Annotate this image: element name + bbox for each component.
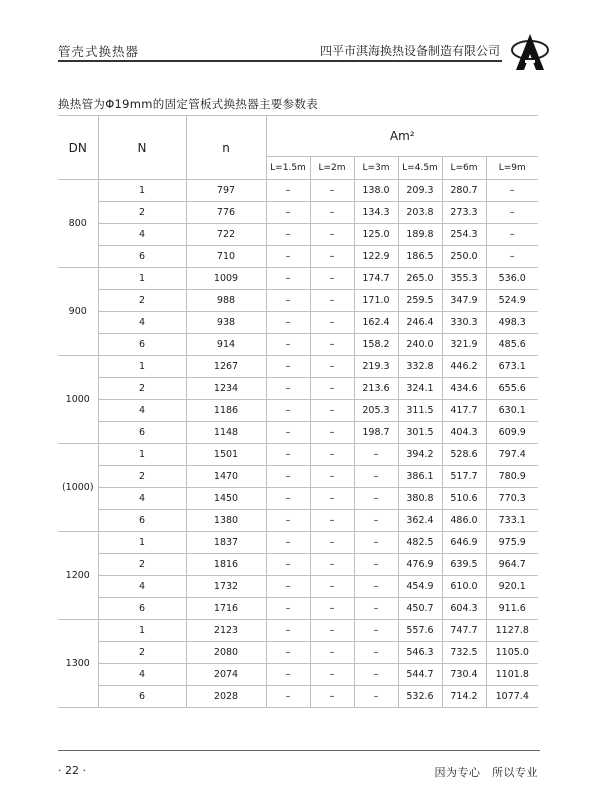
area-cell: 536.0	[486, 268, 538, 290]
table-row	[58, 642, 538, 664]
area-cell: 213.6	[354, 378, 398, 400]
area-cell: 347.9	[442, 290, 486, 312]
area-cell: 158.2	[354, 334, 398, 356]
area-cell: –	[354, 576, 398, 598]
area-cell: –	[310, 466, 354, 488]
area-cell: –	[266, 422, 310, 444]
area-cell: 486.0	[442, 510, 486, 532]
area-cell: 1127.8	[486, 620, 538, 642]
area-cell: 394.2	[398, 444, 442, 466]
dn-cell: 900	[58, 268, 98, 356]
area-cell: –	[266, 400, 310, 422]
area-cell: –	[266, 686, 310, 708]
area-cell: 203.8	[398, 202, 442, 224]
passes-cell: 6	[98, 422, 186, 444]
column-header-dn: DN	[58, 116, 98, 180]
area-cell: 219.3	[354, 356, 398, 378]
area-cell: –	[266, 312, 310, 334]
passes-cell: 4	[98, 312, 186, 334]
area-cell: –	[266, 180, 310, 202]
table-row	[58, 224, 538, 246]
area-cell: –	[266, 334, 310, 356]
table-row	[58, 620, 538, 642]
area-cell: 311.5	[398, 400, 442, 422]
company-logo-icon	[510, 30, 550, 74]
column-header-length: L=2m	[310, 157, 354, 180]
passes-cell: 1	[98, 620, 186, 642]
footer-slogan: 因为专心 所以专业	[434, 766, 538, 779]
area-cell: –	[266, 554, 310, 576]
area-cell: 911.6	[486, 598, 538, 620]
column-header-passes: N	[98, 116, 186, 180]
column-header-area: Am²	[266, 116, 538, 157]
area-cell: 609.9	[486, 422, 538, 444]
area-cell: –	[310, 246, 354, 268]
table-row	[58, 400, 538, 422]
tubes-cell: 2123	[186, 620, 266, 642]
tubes-cell: 1380	[186, 510, 266, 532]
tubes-cell: 1267	[186, 356, 266, 378]
area-cell: 498.3	[486, 312, 538, 334]
area-cell: 964.7	[486, 554, 538, 576]
area-cell: 639.5	[442, 554, 486, 576]
area-cell: 162.4	[354, 312, 398, 334]
area-cell: 770.3	[486, 488, 538, 510]
tubes-cell: 1837	[186, 532, 266, 554]
passes-cell: 4	[98, 400, 186, 422]
area-cell: –	[310, 598, 354, 620]
area-cell: 362.4	[398, 510, 442, 532]
area-cell: –	[266, 664, 310, 686]
table-row	[58, 246, 538, 268]
area-cell: 1101.8	[486, 664, 538, 686]
area-cell: –	[310, 422, 354, 444]
section-title: 管壳式换热器	[58, 44, 140, 59]
area-cell: 482.5	[398, 532, 442, 554]
tubes-cell: 2028	[186, 686, 266, 708]
area-cell: –	[310, 290, 354, 312]
area-cell: –	[310, 642, 354, 664]
area-cell: 446.2	[442, 356, 486, 378]
area-cell: 524.9	[486, 290, 538, 312]
parameter-table	[58, 115, 538, 708]
area-cell: –	[486, 202, 538, 224]
area-cell: –	[486, 224, 538, 246]
tubes-cell: 797	[186, 180, 266, 202]
tubes-cell: 988	[186, 290, 266, 312]
table-row	[58, 422, 538, 444]
column-header-tubes: n	[186, 116, 266, 180]
area-cell: 189.8	[398, 224, 442, 246]
table-row	[58, 686, 538, 708]
area-cell: –	[310, 664, 354, 686]
area-cell: –	[266, 444, 310, 466]
tubes-cell: 1470	[186, 466, 266, 488]
area-cell: –	[310, 202, 354, 224]
area-cell: –	[266, 576, 310, 598]
area-cell: 138.0	[354, 180, 398, 202]
area-cell: 610.0	[442, 576, 486, 598]
area-cell: 797.4	[486, 444, 538, 466]
table-row	[58, 466, 538, 488]
area-cell: –	[354, 620, 398, 642]
area-cell: 198.7	[354, 422, 398, 444]
table-row	[58, 664, 538, 686]
area-cell: –	[266, 202, 310, 224]
tubes-cell: 776	[186, 202, 266, 224]
area-cell: 134.3	[354, 202, 398, 224]
table-row	[58, 510, 538, 532]
area-cell: –	[310, 356, 354, 378]
area-cell: 246.4	[398, 312, 442, 334]
area-cell: 209.3	[398, 180, 442, 202]
table-row	[58, 202, 538, 224]
tubes-cell: 1816	[186, 554, 266, 576]
table-title: 换热管为Φ19mm的固定管板式换热器主要参数表	[58, 97, 318, 111]
area-cell: –	[310, 554, 354, 576]
parameter-table-container	[58, 115, 538, 708]
area-cell: –	[310, 180, 354, 202]
table-row	[58, 356, 538, 378]
table-row	[58, 598, 538, 620]
area-cell: –	[266, 224, 310, 246]
area-cell: 733.1	[486, 510, 538, 532]
area-cell: 186.5	[398, 246, 442, 268]
passes-cell: 2	[98, 378, 186, 400]
area-cell: –	[354, 444, 398, 466]
column-header-length: L=9m	[486, 157, 538, 180]
area-cell: 557.6	[398, 620, 442, 642]
page-number: · 22 ·	[58, 764, 86, 777]
area-cell: –	[354, 686, 398, 708]
header-divider	[58, 60, 502, 62]
column-header-length: L=4.5m	[398, 157, 442, 180]
area-cell: –	[266, 510, 310, 532]
passes-cell: 1	[98, 356, 186, 378]
area-cell: 273.3	[442, 202, 486, 224]
area-cell: 171.0	[354, 290, 398, 312]
area-cell: 301.5	[398, 422, 442, 444]
passes-cell: 6	[98, 246, 186, 268]
area-cell: –	[266, 598, 310, 620]
passes-cell: 4	[98, 224, 186, 246]
area-cell: –	[354, 664, 398, 686]
dn-cell: 1000	[58, 356, 98, 444]
area-cell: –	[354, 510, 398, 532]
area-cell: 730.4	[442, 664, 486, 686]
passes-cell: 2	[98, 202, 186, 224]
area-cell: 240.0	[398, 334, 442, 356]
tubes-cell: 1009	[186, 268, 266, 290]
column-header-length: L=6m	[442, 157, 486, 180]
passes-cell: 2	[98, 642, 186, 664]
area-cell: 332.8	[398, 356, 442, 378]
company-name: 四平市淇海换热设备制造有限公司	[319, 44, 500, 58]
area-cell: 380.8	[398, 488, 442, 510]
area-cell: 510.6	[442, 488, 486, 510]
area-cell: 528.6	[442, 444, 486, 466]
area-cell: 404.3	[442, 422, 486, 444]
tubes-cell: 1501	[186, 444, 266, 466]
tubes-cell: 1732	[186, 576, 266, 598]
footer-divider	[58, 750, 540, 751]
area-cell: –	[266, 268, 310, 290]
area-cell: 780.9	[486, 466, 538, 488]
table-body	[58, 180, 538, 708]
area-cell: 630.1	[486, 400, 538, 422]
tubes-cell: 1148	[186, 422, 266, 444]
area-cell: 732.5	[442, 642, 486, 664]
tubes-cell: 1716	[186, 598, 266, 620]
area-cell: 655.6	[486, 378, 538, 400]
area-cell: 280.7	[442, 180, 486, 202]
area-cell: –	[310, 532, 354, 554]
area-cell: 544.7	[398, 664, 442, 686]
table-row	[58, 378, 538, 400]
area-cell: –	[310, 686, 354, 708]
area-cell: –	[266, 532, 310, 554]
area-cell: –	[310, 510, 354, 532]
area-cell: –	[266, 466, 310, 488]
dn-cell: 1200	[58, 532, 98, 620]
area-cell: –	[310, 378, 354, 400]
tubes-cell: 710	[186, 246, 266, 268]
table-row	[58, 312, 538, 334]
area-cell: 1105.0	[486, 642, 538, 664]
table-row	[58, 290, 538, 312]
area-cell: 321.9	[442, 334, 486, 356]
area-cell: 673.1	[486, 356, 538, 378]
area-cell: –	[486, 180, 538, 202]
area-cell: 476.9	[398, 554, 442, 576]
area-cell: –	[266, 246, 310, 268]
table-row	[58, 444, 538, 466]
table-row	[58, 532, 538, 554]
area-cell: 434.6	[442, 378, 486, 400]
passes-cell: 6	[98, 686, 186, 708]
passes-cell: 2	[98, 290, 186, 312]
area-cell: 330.3	[442, 312, 486, 334]
table-row	[58, 576, 538, 598]
area-cell: 250.0	[442, 246, 486, 268]
area-cell: 604.3	[442, 598, 486, 620]
area-cell: –	[354, 554, 398, 576]
area-cell: 646.9	[442, 532, 486, 554]
table-row	[58, 268, 538, 290]
area-cell: –	[354, 598, 398, 620]
passes-cell: 6	[98, 334, 186, 356]
area-cell: –	[310, 400, 354, 422]
area-cell: 517.7	[442, 466, 486, 488]
tubes-cell: 1450	[186, 488, 266, 510]
tubes-cell: 1186	[186, 400, 266, 422]
tubes-cell: 1234	[186, 378, 266, 400]
passes-cell: 2	[98, 466, 186, 488]
passes-cell: 4	[98, 664, 186, 686]
area-cell: –	[354, 532, 398, 554]
area-cell: 1077.4	[486, 686, 538, 708]
area-cell: –	[266, 356, 310, 378]
table-row	[58, 488, 538, 510]
dn-cell: 800	[58, 180, 98, 268]
area-cell: –	[310, 268, 354, 290]
area-cell: –	[354, 466, 398, 488]
area-cell: 546.3	[398, 642, 442, 664]
dn-cell: 1300	[58, 620, 98, 708]
tubes-cell: 938	[186, 312, 266, 334]
area-cell: 450.7	[398, 598, 442, 620]
passes-cell: 1	[98, 444, 186, 466]
tubes-cell: 914	[186, 334, 266, 356]
area-cell: 355.3	[442, 268, 486, 290]
passes-cell: 6	[98, 598, 186, 620]
area-cell: 122.9	[354, 246, 398, 268]
column-header-length: L=3m	[354, 157, 398, 180]
area-cell: –	[310, 620, 354, 642]
area-cell: 920.1	[486, 576, 538, 598]
area-cell: –	[266, 642, 310, 664]
area-cell: 714.2	[442, 686, 486, 708]
area-cell: 205.3	[354, 400, 398, 422]
area-cell: –	[354, 488, 398, 510]
area-cell: 485.6	[486, 334, 538, 356]
area-cell: –	[310, 488, 354, 510]
tubes-cell: 2080	[186, 642, 266, 664]
area-cell: –	[266, 620, 310, 642]
area-cell: –	[266, 488, 310, 510]
passes-cell: 1	[98, 180, 186, 202]
table-row	[58, 180, 538, 202]
column-header-length: L=1.5m	[266, 157, 310, 180]
area-cell: 174.7	[354, 268, 398, 290]
area-cell: 254.3	[442, 224, 486, 246]
area-cell: –	[266, 378, 310, 400]
area-cell: 747.7	[442, 620, 486, 642]
area-cell: 259.5	[398, 290, 442, 312]
passes-cell: 6	[98, 510, 186, 532]
passes-cell: 4	[98, 576, 186, 598]
area-cell: 265.0	[398, 268, 442, 290]
area-cell: 386.1	[398, 466, 442, 488]
area-cell: –	[310, 576, 354, 598]
dn-cell: (1000)	[58, 444, 98, 532]
tubes-cell: 2074	[186, 664, 266, 686]
passes-cell: 1	[98, 532, 186, 554]
area-cell: –	[310, 444, 354, 466]
area-cell: 324.1	[398, 378, 442, 400]
passes-cell: 1	[98, 268, 186, 290]
area-cell: 125.0	[354, 224, 398, 246]
area-cell: –	[354, 642, 398, 664]
area-cell: 454.9	[398, 576, 442, 598]
area-cell: 417.7	[442, 400, 486, 422]
area-cell: –	[310, 312, 354, 334]
area-cell: 532.6	[398, 686, 442, 708]
area-cell: –	[266, 290, 310, 312]
passes-cell: 4	[98, 488, 186, 510]
area-cell: –	[310, 334, 354, 356]
passes-cell: 2	[98, 554, 186, 576]
area-cell: –	[486, 246, 538, 268]
area-cell: 975.9	[486, 532, 538, 554]
table-row	[58, 554, 538, 576]
table-row	[58, 334, 538, 356]
area-cell: –	[310, 224, 354, 246]
tubes-cell: 722	[186, 224, 266, 246]
